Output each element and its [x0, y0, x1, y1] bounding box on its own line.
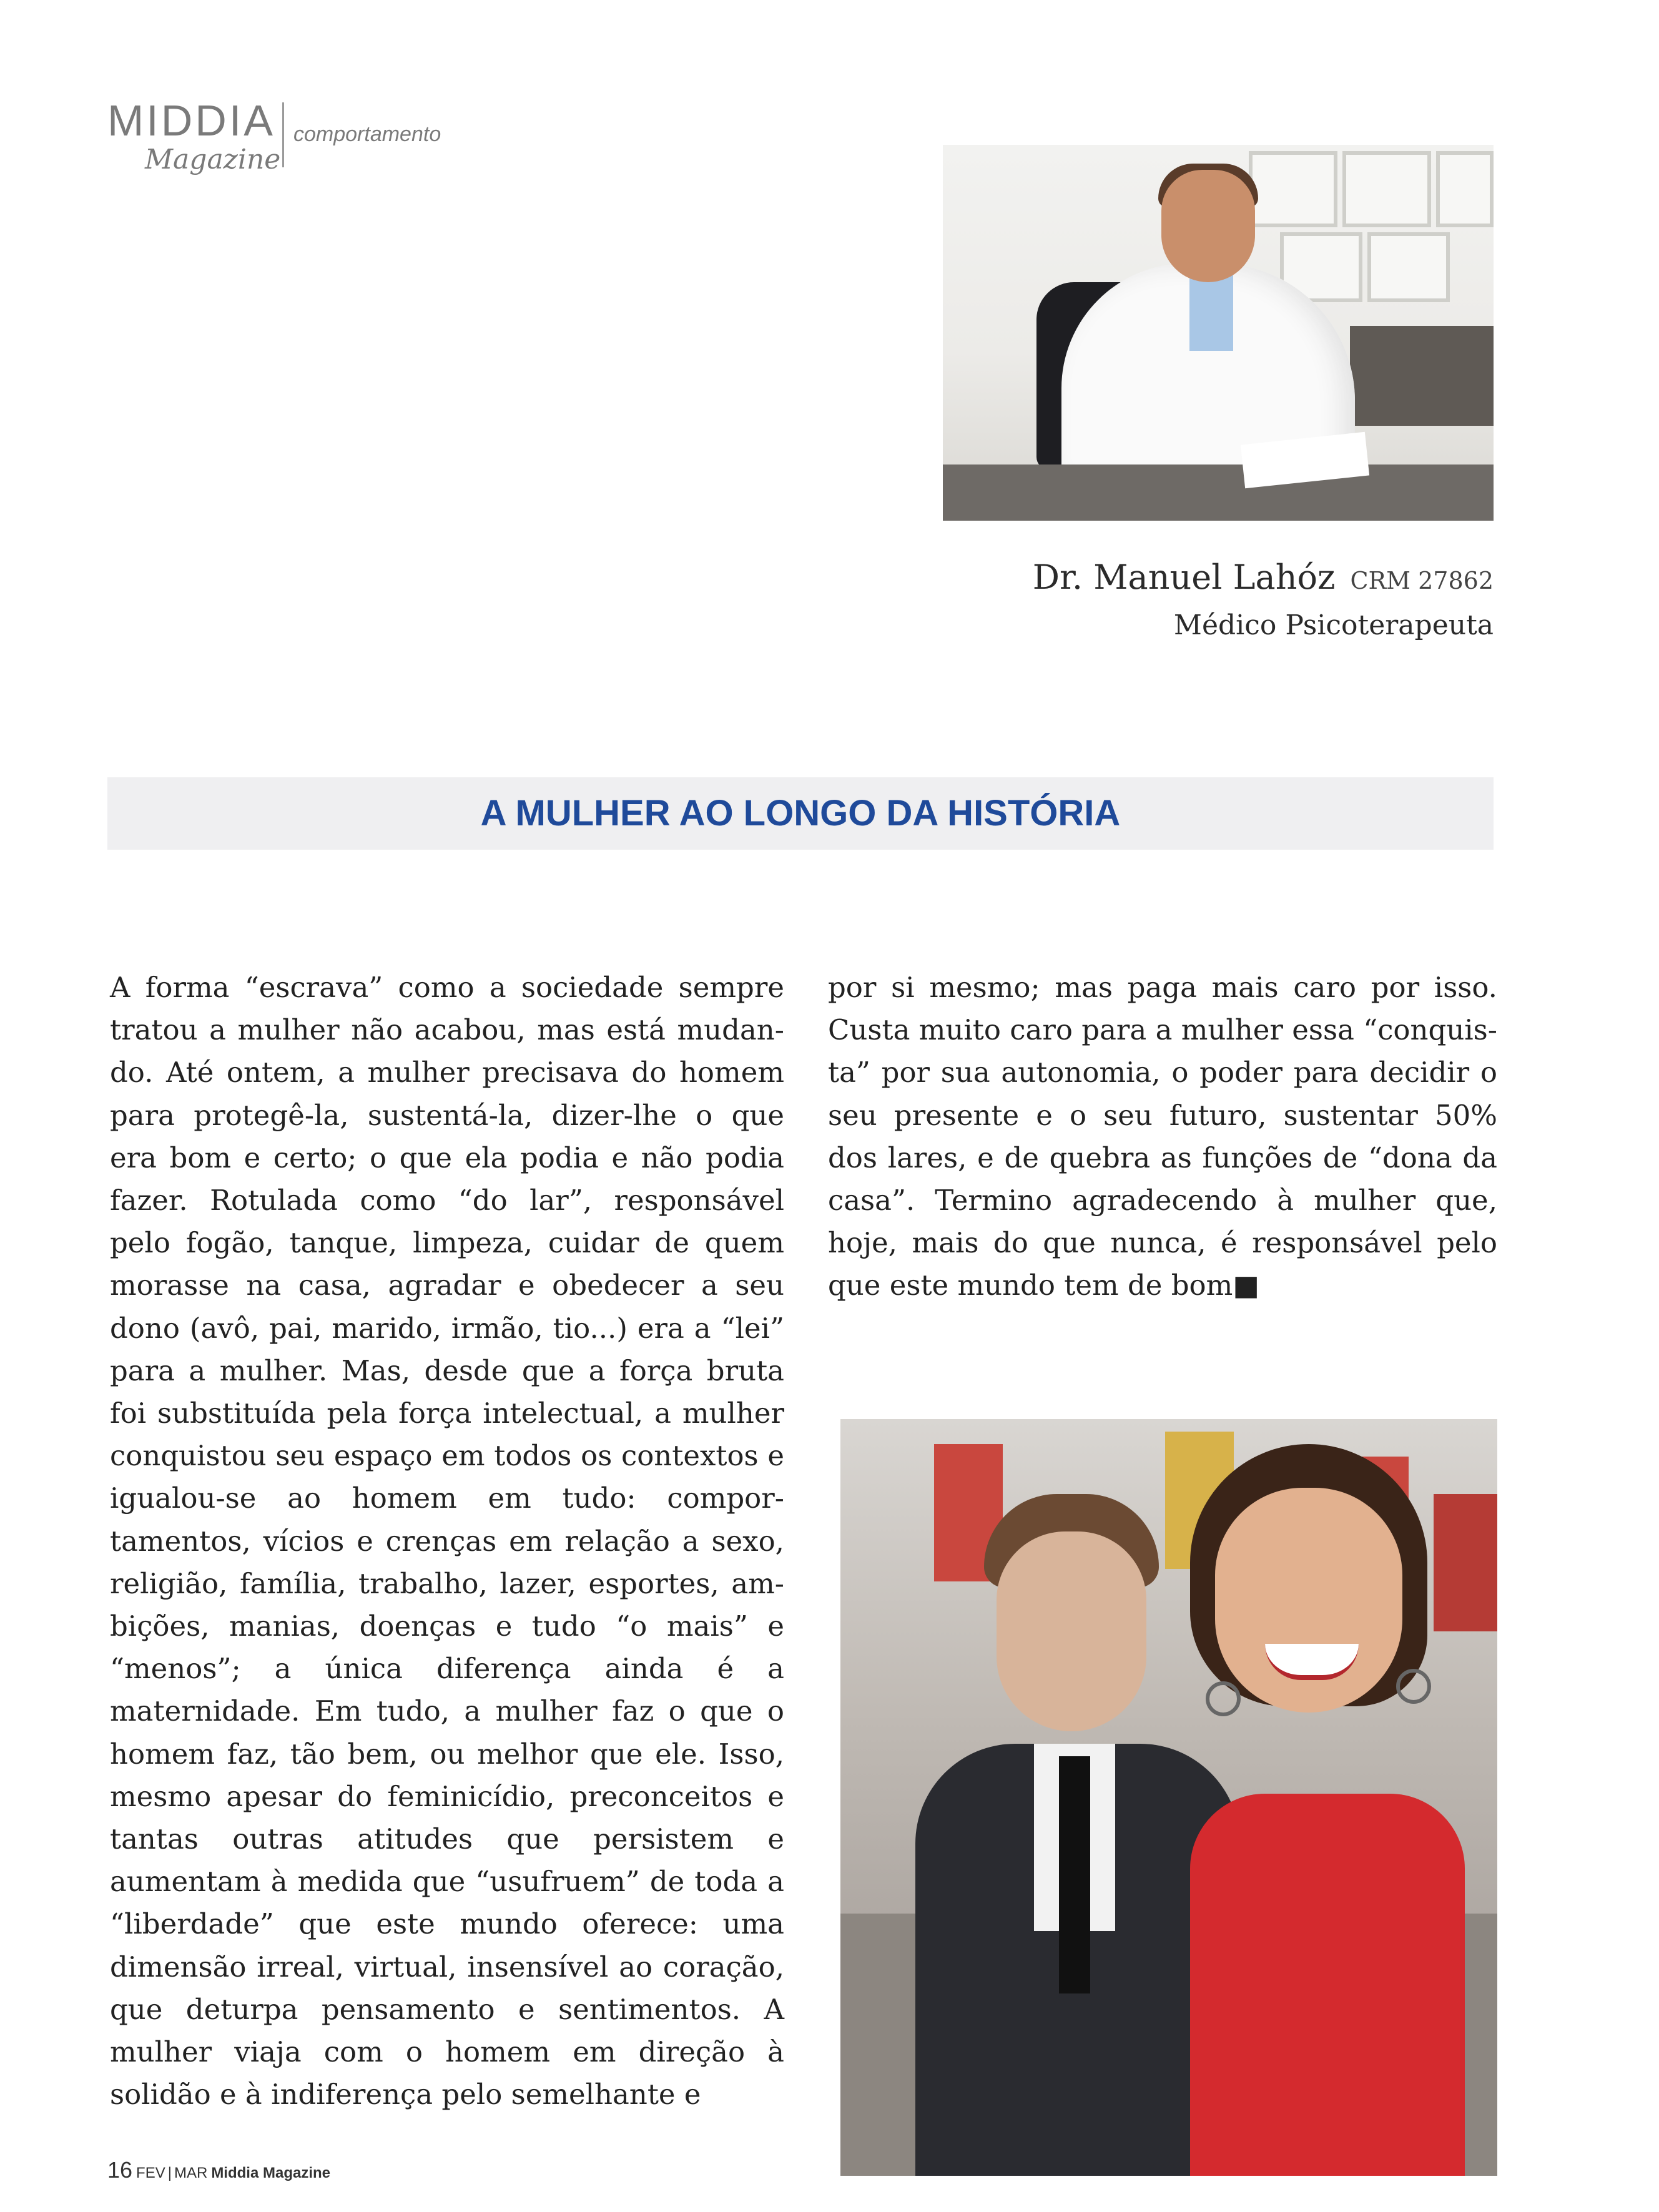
logo-script: Magazine	[145, 144, 281, 175]
page-footer	[107, 2157, 330, 2183]
end-mark: ■	[1233, 1269, 1259, 1302]
footer-separator: |	[167, 2165, 172, 2181]
man-tie	[1059, 1756, 1090, 1993]
issue-month-b: MAR	[174, 2165, 208, 2181]
street-banner	[1434, 1494, 1497, 1631]
logo-wordmark: MIDDIA	[107, 96, 275, 145]
wall-certificate	[1249, 151, 1337, 227]
title-bar	[107, 777, 1494, 850]
man-face	[997, 1531, 1146, 1731]
woman-dress	[1190, 1794, 1465, 2176]
doctor-face	[1161, 170, 1255, 282]
article-column-left: A forma “escrava” como a sociedade sempre tratou a mulher não acabou, mas está mudando. Até ontem, a mulher precisava do homem para protegê-la, sustentá-la, dizer-lhe o que era bom e certo; o que ela podia e não podia fazer. Rotulada como “do lar”, responsável pelo fogão, tanque, limpeza, cuidar de quem morasse na casa, agradar e obedecer a seu dono (avô, pai, marido, irmão, tio...) era a “lei” para a mulher. Mas, desde que a força bruta foi substituída pela força intelectual, a mulher conquistou seu espaço em todos os contextos e igualou-se ao homem em tudo: comportamentos, vícios e crenças em relação a sexo, religião, família, trabalho, lazer, esportes, ambições, manias, doenças e tudo “o mais” e “menos”; a única diferença ainda é a maternidade. Em tudo, a mulher faz o que o homem faz, tão bem, ou melhor que ele. Isso, mesmo apesar do feminicídio, preconceitos e tantas outras atitudes que persistem e aumentam à medida que “usufruem” de toda a “liberdade” que este mundo oferece: uma dimensão irreal, virtual, insensível ao coração, que deturpa pensamento e sentimentos. A mulher viaja com o homem em direção à solidão e à indiferença pelo semelhante e	[110, 971, 784, 2111]
author-role: Médico Psicoterapeuta	[1173, 609, 1494, 641]
wall-certificate	[1436, 151, 1494, 227]
doctor-photo	[943, 145, 1494, 521]
earring-left	[1206, 1681, 1241, 1716]
author-name: Dr. Manuel Lahóz	[1032, 558, 1336, 597]
wall-certificate	[1342, 151, 1431, 227]
magazine-name: Middia Magazine	[211, 2165, 330, 2181]
couple-illustration	[840, 1419, 1497, 2176]
article-title: A MULHER AO LONGO DA HISTÓRIA	[480, 793, 1121, 833]
wall-certificate	[1367, 232, 1450, 302]
author-crm: CRM 27862	[1350, 567, 1494, 594]
section-label: comportamento	[293, 122, 441, 146]
logo-divider	[282, 102, 284, 167]
earring-right	[1396, 1669, 1431, 1704]
author-block	[1032, 558, 1494, 641]
issue-month-a: FEV	[136, 2165, 165, 2181]
office-cabinet	[1350, 326, 1494, 426]
article-column-right-text: por si mesmo; mas paga mais caro por isso. Custa muito caro para a mulher essa “conquista” por sua autonomia, o poder para decidir o seu presente e o seu futuro, sustentar 50% dos lares, e de quebra as funções de “dona da casa”. Termino agradecendo à mulher que, hoje, mais do que nunca, é responsável pelo que este mundo tem de bom	[828, 971, 1497, 1302]
magazine-logo	[107, 96, 295, 175]
page-number: 16	[107, 2157, 133, 2183]
article-column-right	[828, 966, 1497, 1307]
office-desk	[943, 465, 1494, 521]
